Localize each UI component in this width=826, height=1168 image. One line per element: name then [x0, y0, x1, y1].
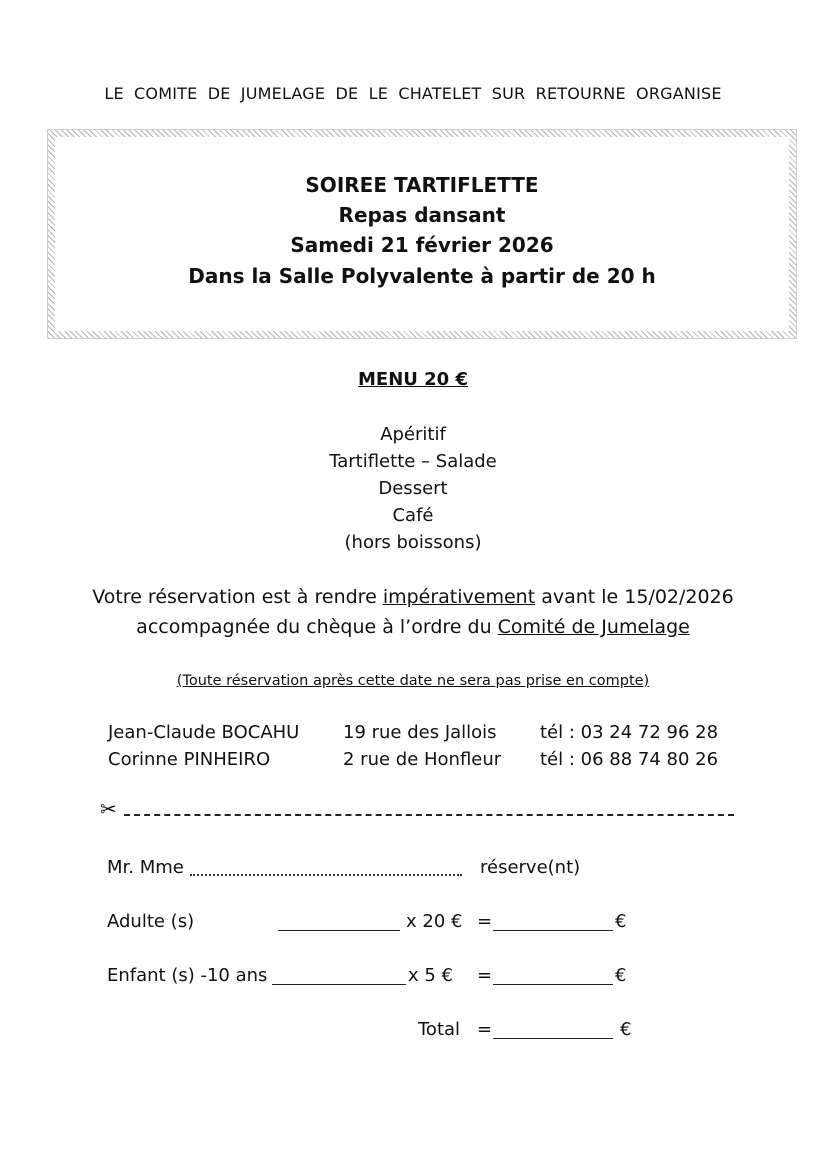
reservation-deadline: avant le 15/02/2026: [535, 586, 734, 608]
adult-price: x 20 €: [406, 911, 463, 932]
dashed-divider: [124, 814, 734, 816]
late-reservation-note-text: (Toute réservation après cette date ne sera pas prise en compte): [176, 673, 650, 689]
contact-name: Jean-Claude BOCAHU: [108, 722, 300, 743]
menu-item: Dessert: [378, 478, 448, 499]
euro-sign: €: [615, 965, 627, 986]
child-label: Enfant (s) -10 ans: [107, 965, 268, 986]
menu-title: [0, 369, 826, 390]
menu-item: Café: [392, 505, 434, 526]
equals-sign: =: [477, 965, 493, 986]
adult-total-field[interactable]: [493, 930, 613, 931]
contact-address: 19 rue des Jallois: [343, 722, 497, 743]
event-subtitle: Repas dansant: [338, 203, 506, 227]
event-title: SOIREE TARTIFLETTE: [305, 173, 539, 197]
contact-name: Corinne PINHEIRO: [108, 749, 271, 770]
reservation-text: Votre réservation est à rendre: [92, 586, 383, 608]
event-venue: Dans la Salle Polyvalente à partir de 20 h: [188, 264, 656, 288]
total-label: Total: [418, 1019, 461, 1040]
reserve-label: réserve(nt): [480, 857, 581, 878]
reservation-line-1: [0, 586, 826, 608]
adult-count-field[interactable]: [278, 930, 400, 931]
child-total-field[interactable]: [493, 984, 613, 985]
menu-item: Tartiflette – Salade: [329, 451, 497, 472]
organizer-header: LE COMITE DE JUMELAGE DE LE CHATELET SUR RETOURNE ORGANISE: [104, 84, 722, 103]
scissors-icon: ✂: [100, 797, 117, 821]
euro-sign: €: [620, 1019, 632, 1040]
menu-item: Apéritif: [380, 424, 446, 445]
event-box: [48, 130, 796, 338]
child-count-field[interactable]: [272, 984, 406, 985]
grand-total-field[interactable]: [493, 1038, 613, 1039]
menu-title-text: MENU 20 €: [358, 369, 468, 390]
reservation-line-2: [0, 616, 826, 638]
cut-line: [100, 797, 734, 822]
adult-label: Adulte (s): [107, 911, 195, 932]
menu-item: (hors boissons): [344, 532, 482, 553]
euro-sign: €: [615, 911, 627, 932]
committee-name: Comité de Jumelage: [497, 616, 690, 638]
name-field[interactable]: [190, 874, 462, 876]
contact-phone: tél : 03 24 72 96 28: [540, 722, 719, 743]
event-date: Samedi 21 février 2026: [290, 233, 554, 257]
late-reservation-note: [0, 673, 826, 689]
reservation-text: accompagnée du chèque à l’ordre du: [136, 616, 498, 638]
equals-sign: =: [477, 911, 493, 932]
name-label: Mr. Mme: [107, 857, 184, 878]
child-price: x 5 €: [408, 965, 453, 986]
reservation-emphasis: impérativement: [382, 586, 536, 608]
equals-sign: =: [477, 1019, 493, 1040]
contact-phone: tél : 06 88 74 80 26: [540, 749, 719, 770]
contact-address: 2 rue de Honfleur: [343, 749, 502, 770]
